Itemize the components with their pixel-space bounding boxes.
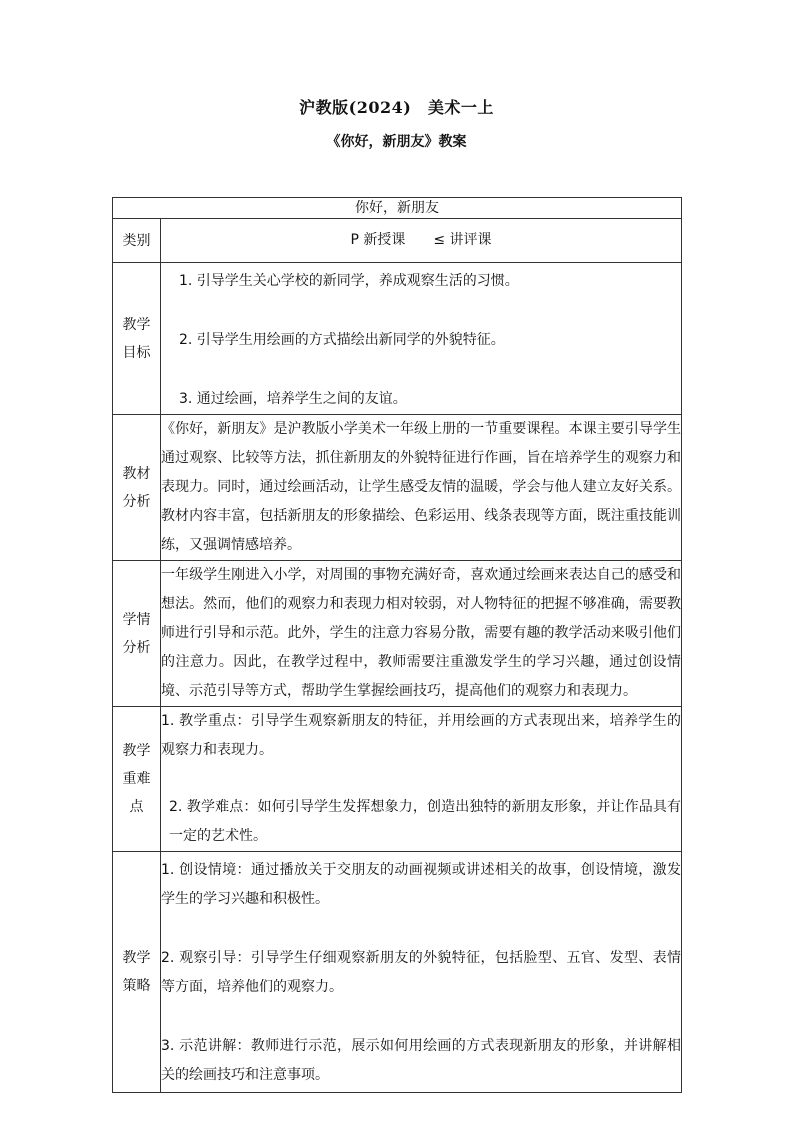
keypoints-content — [161, 707, 682, 852]
goal-item: 3. 通过绘画，培养学生之间的友谊。 — [179, 391, 407, 407]
material-content: 《你好，新朋友》是沪教版小学美术一年级上册的一节重要课程。本课主要引导学生通过观察、比较等方法，抓住新朋友的外貌特征进行作画，旨在培养学生的观察力和表现力。同时，通过绘画活动，让学生感受友情的温暖，学会与他人建立友好关系。教材内容丰富，包括新朋友的形象描绘、色彩运用、线条表现等方面，既注重技能训练，又强调情感培养。 — [161, 415, 682, 561]
page-subtitle: 《你好，新朋友》教案 — [326, 134, 467, 150]
table-row-material — [113, 415, 682, 561]
strategy-label: 教学 策略 — [113, 852, 161, 1093]
table-row-strategy — [113, 852, 682, 1093]
category-value — [161, 219, 682, 263]
strategy-item: 2. 观察引导：引导学生仔细观察新朋友的外貌特征，包括脸型、五官、发型、表情等方面，培养他们的观察力。 — [161, 950, 681, 995]
lesson-name-cell: 你好，新朋友 — [113, 198, 682, 219]
category-option-new: P 新授课 — [350, 232, 406, 248]
table-row-keypoints — [113, 707, 682, 852]
students-label: 学情 分析 — [113, 561, 161, 707]
keypoints-label: 教学 重难 点 — [113, 707, 161, 852]
keypoint-item: 2. 教学难点：如何引导学生发挥想象力，创造出独特的新朋友形象，并让作品具有一定的艺术性。 — [169, 799, 681, 844]
goals-label: 教学 目标 — [113, 263, 161, 415]
material-label: 教材 分析 — [113, 415, 161, 561]
category-label: 类别 — [113, 219, 161, 263]
lesson-plan-table — [112, 197, 682, 1093]
page-title: 沪教版(2024) 美术一上 — [299, 98, 494, 117]
strategy-item: 1. 创设情境：通过播放关于交朋友的动画视频或讲述相关的故事，创设情境，激发学生的学习兴趣和积极性。 — [161, 862, 681, 907]
table-row-category — [113, 219, 682, 263]
strategy-item: 3. 示范讲解：教师进行示范，展示如何用绘画的方式表现新朋友的形象，并讲解相关的绘画技巧和注意事项。 — [161, 1038, 681, 1083]
category-option-review: ≤ 讲评课 — [433, 232, 492, 248]
strategy-content — [161, 852, 682, 1093]
goal-item: 2. 引导学生用绘画的方式描绘出新同学的外貌特征。 — [179, 332, 505, 348]
table-row-lesson-name — [113, 198, 682, 219]
table-row-goals — [113, 263, 682, 415]
table-row-students — [113, 561, 682, 707]
students-content: 一年级学生刚进入小学，对周围的事物充满好奇，喜欢通过绘画来表达自己的感受和想法。然而，他们的观察力和表现力相对较弱，对人物特征的把握不够准确，需要教师进行引导和示范。此外，学生的注意力容易分散，需要有趣的教学活动来吸引他们的注意力。因此，在教学过程中，教师需要注重激发学生的学习兴趣，通过创设情境、示范引导等方式，帮助学生掌握绘画技巧，提高他们的观察力和表现力。 — [161, 561, 682, 707]
keypoint-item: 1. 教学重点：引导学生观察新朋友的特征，并用绘画的方式表现出来，培养学生的观察力和表现力。 — [161, 713, 681, 758]
goal-item: 1. 引导学生关心学校的新同学，养成观察生活的习惯。 — [179, 273, 519, 289]
goals-content — [161, 263, 682, 415]
